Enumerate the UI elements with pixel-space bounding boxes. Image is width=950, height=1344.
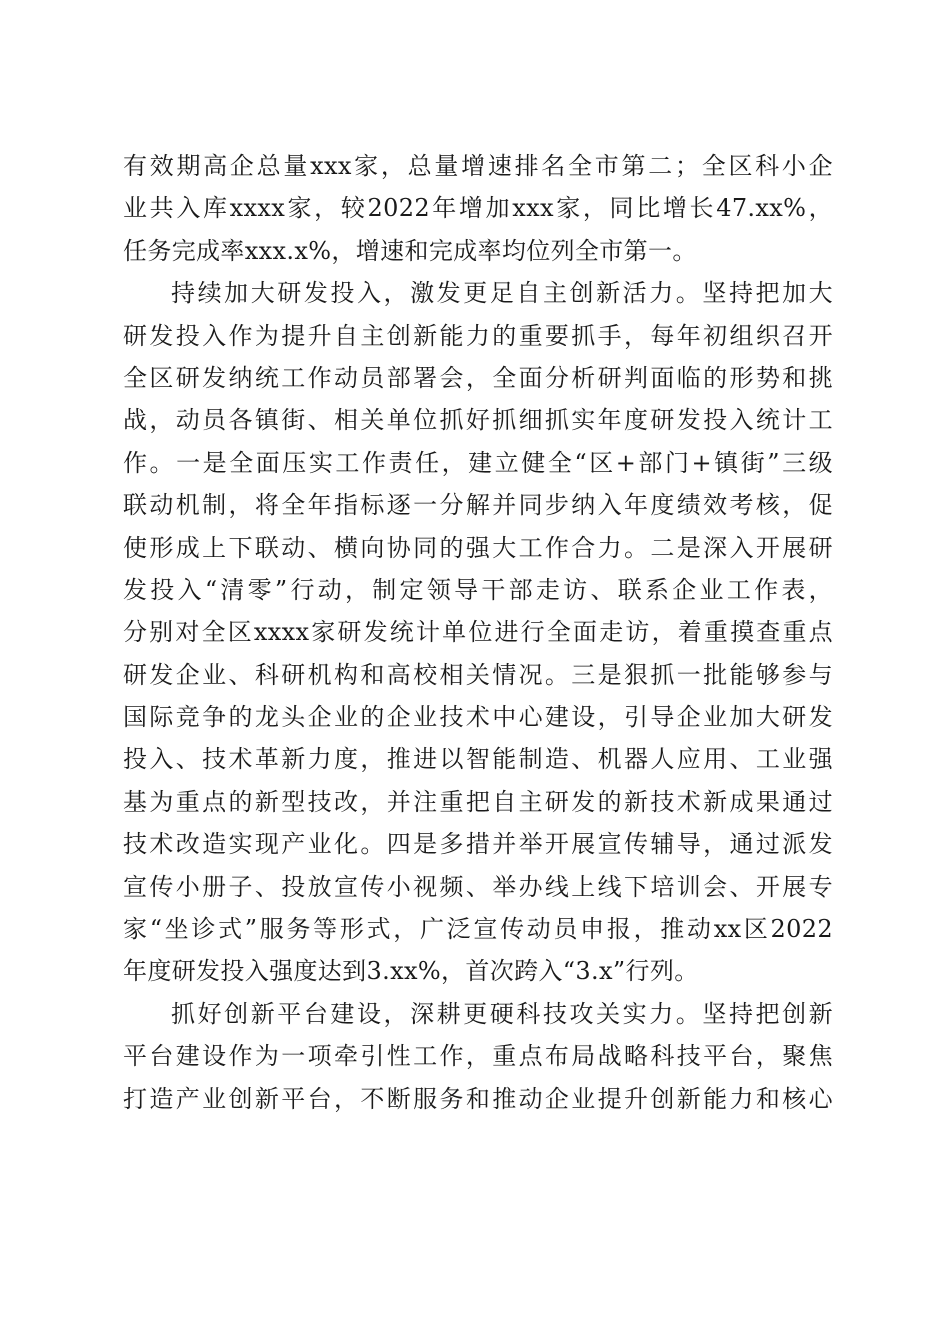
text-line: 家“坐诊式”服务等形式，广泛宣传动员申报，推动xx区2022 bbox=[123, 915, 833, 944]
text-line: 业共入库xxxx家，较2022年增加xxx家，同比增长47.xx%， bbox=[123, 194, 833, 223]
text-line: 宣传小册子、投放宣传小视频、举办线上线下培训会、开展专 bbox=[123, 872, 833, 901]
paragraph-2 bbox=[123, 272, 833, 993]
paragraph-3 bbox=[123, 993, 833, 1120]
document-body bbox=[123, 145, 833, 1120]
text-line: 使形成上下联动、横向协同的强大工作合力。二是深入开展研 bbox=[123, 533, 833, 562]
text-line: 基为重点的新型技改，并注重把自主研发的新技术新成果通过 bbox=[123, 787, 833, 816]
text-line: 投入、技术革新力度，推进以智能制造、机器人应用、工业强 bbox=[123, 745, 833, 774]
text-line: 战，动员各镇街、相关单位抓好抓细抓实年度研发投入统计工 bbox=[123, 406, 833, 435]
text-line: 国际竞争的龙头企业的企业技术中心建设，引导企业加大研发 bbox=[123, 703, 833, 732]
text-line: 打造产业创新平台，不断服务和推动企业提升创新能力和核心 bbox=[123, 1084, 833, 1113]
text-line: 全区研发纳统工作动员部署会，全面分析研判面临的形势和挑 bbox=[123, 363, 833, 392]
text-line: 持续加大研发投入，激发更足自主创新活力。坚持把加大 bbox=[171, 279, 833, 308]
text-line: 平台建设作为一项牵引性工作，重点布局战略科技平台，聚焦 bbox=[123, 1042, 833, 1071]
text-line: 有效期高企总量xxx家，总量增速排名全市第二；全区科小企 bbox=[123, 152, 833, 180]
text-line: 技术改造实现产业化。四是多措并举开展宣传辅导，通过派发 bbox=[123, 830, 833, 859]
text-line: 任务完成率xxx.x%，增速和完成率均位列全市第一。 bbox=[123, 236, 697, 265]
text-line: 研发企业、科研机构和高校相关情况。三是狠抓一批能够参与 bbox=[123, 660, 833, 689]
text-line: 作。一是全面压实工作责任，建立健全“区+部门+镇街”三级 bbox=[123, 448, 833, 477]
text-line: 发投入“清零”行动，制定领导干部走访、联系企业工作表， bbox=[123, 575, 833, 604]
paragraph-1 bbox=[123, 145, 833, 272]
text-line: 分别对全区xxxx家研发统计单位进行全面走访，着重摸查重点 bbox=[123, 618, 833, 647]
text-line: 研发投入作为提升自主创新能力的重要抓手，每年初组织召开 bbox=[123, 321, 833, 350]
text-line: 年度研发投入强度达到3.xx%，首次跨入“3.x”行列。 bbox=[123, 957, 699, 986]
text-line: 联动机制，将全年指标逐一分解并同步纳入年度绩效考核，促 bbox=[123, 491, 833, 520]
text-line: 抓好创新平台建设，深耕更硬科技攻关实力。坚持把创新 bbox=[171, 999, 833, 1028]
